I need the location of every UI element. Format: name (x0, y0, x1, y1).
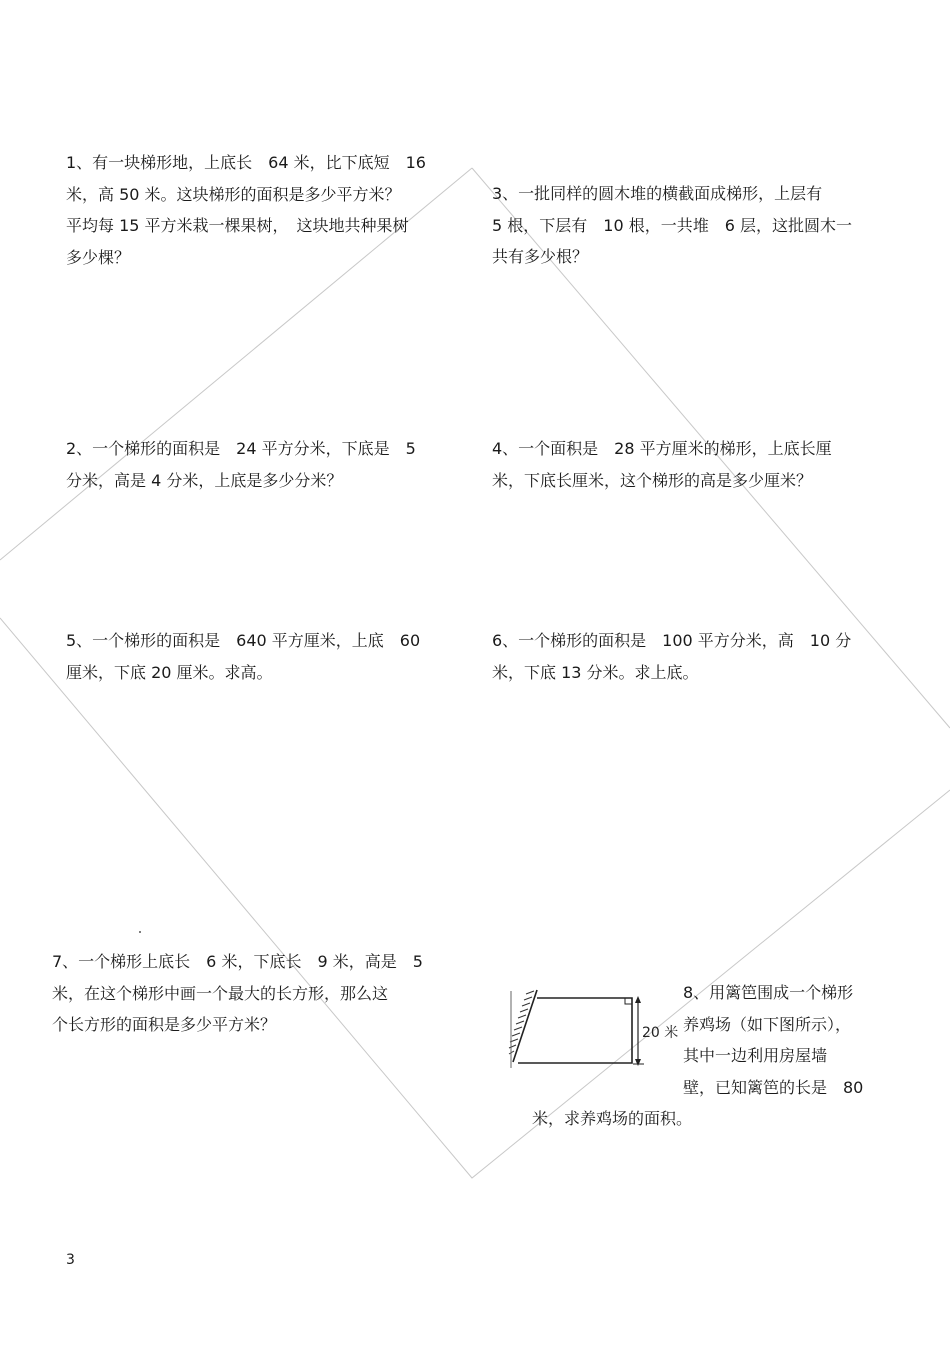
question-8-char: 屋 (795, 1046, 812, 1065)
question-8-char: 利 (747, 1046, 764, 1065)
height-label: 20 米 (642, 1025, 679, 1041)
question-8-line: 8、用篱笆围成一个梯形 (683, 983, 854, 1002)
question-8-line: 壁，已知篱笆的长是 80 (683, 1077, 864, 1097)
question-8-char: 用 (763, 1046, 780, 1065)
question-7-line: 7、一个梯形上底长 6 米，下底长 9 米，高是 5 (52, 952, 423, 971)
question-8-char: 墙 (811, 1046, 828, 1065)
question-6-line: 6、一个梯形的面积是 100 平方分米，高 10 分 (492, 631, 852, 650)
question-5-line: 厘米，下底 20 厘米。求高。 (66, 662, 273, 682)
question-4-line: 米，下底长厘米，这个梯形的高是多少厘米？ (492, 470, 813, 490)
question-8-line (683, 1040, 881, 1072)
question-2 (66, 433, 460, 496)
question-5-line: 5、一个梯形的面积是 640 平方厘米，上底 60 (66, 631, 421, 650)
question-1-line: 平均每 15 平方米栽一棵果树， 这块地共种果树 (66, 216, 409, 235)
question-4 (492, 433, 876, 496)
question-8 (532, 977, 886, 1135)
question-2-line: 分米，高是 4 分米，上底是多少分米？ (66, 470, 343, 490)
question-2-line: 2、一个梯形的面积是 24 平方分米，下底是 5 (66, 439, 416, 458)
question-7 (52, 946, 462, 1041)
question-4-line: 4、一个面积是 28 平方厘米的梯形，上底长厘 (492, 439, 832, 458)
question-3-line: 5 根，下层有 10 根，一共堆 6 层，这批圆木一 (492, 215, 852, 235)
question-8-line: 米，求养鸡场的面积。 (532, 1109, 693, 1128)
question-3 (492, 178, 876, 273)
question-5 (66, 625, 460, 688)
question-1-line: 1、有一块梯形地，上底长 64 米，比下底短 16 (66, 153, 426, 172)
question-3-line: 3、一批同样的圆木堆的横截面成梯形，上层有 (492, 184, 823, 203)
question-6 (492, 625, 886, 688)
question-6-line: 米，下底 13 分米。求上底。 (492, 662, 699, 682)
question-8-char: 其 (683, 1046, 700, 1065)
question-7-line: 米，在这个梯形中画一个最大的长方形，那么这 (52, 983, 389, 1003)
question-8-char: 边 (731, 1046, 748, 1065)
page-number: 3 (66, 1252, 75, 1268)
question-3-line: 共有多少根？ (492, 247, 589, 266)
stray-dot (139, 931, 141, 933)
question-8-line: 养鸡场（如下图所示）， (683, 1014, 852, 1034)
question-1-line: 米，高 50 米。这块梯形的面积是多少平方米？ (66, 184, 401, 204)
question-8-char: 房 (779, 1046, 796, 1065)
question-8-char: 中 (699, 1046, 716, 1065)
question-1 (66, 147, 460, 273)
question-7-line: 个长方形的面积是多少平方米？ (52, 1015, 277, 1034)
question-1-line: 多少棵？ (66, 247, 131, 267)
question-8-char: 一 (715, 1046, 732, 1065)
wall-hatch (509, 991, 534, 1054)
